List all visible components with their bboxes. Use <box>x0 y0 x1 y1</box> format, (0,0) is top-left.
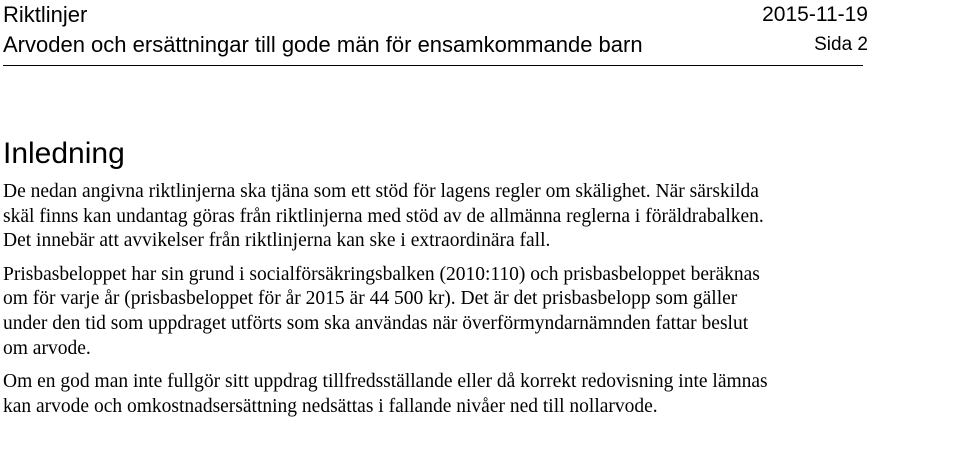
document-body <box>3 180 960 428</box>
paragraph-line: Prisbasbeloppet har sin grund i socialförsäkringsbalken (2010:110) och prisbasbeloppet beräknas <box>3 263 760 285</box>
paragraph-line: om arvode. <box>3 337 91 359</box>
paragraph-line: under den tid som uppdraget utförts som ska användas när överförmyndarnämnden fattar beslut <box>3 313 749 335</box>
document-date: 2015-11-19 <box>762 3 868 26</box>
page-header <box>3 0 643 60</box>
paragraph-3 <box>3 370 960 419</box>
paragraph-1 <box>3 180 960 254</box>
paragraph-line: kan arvode och omkostnadsersättning nedsättas i fallande nivåer ned till nollarvode. <box>3 395 658 417</box>
paragraph-2 <box>3 263 960 362</box>
document-subtitle: Arvoden och ersättningar till gode män för ensamkommande barn <box>3 32 643 57</box>
header-divider <box>3 65 863 66</box>
document-title: Riktlinjer <box>3 2 88 27</box>
paragraph-line: De nedan angivna riktlinjerna ska tjäna som ett stöd för lagens regler om skälighet. När särskilda <box>3 181 759 202</box>
page-number: Sida 2 <box>814 34 868 55</box>
paragraph-line: skäl finns kan undantag göras från riktlinjerna med stöd av de allmänna reglerna i föräldrabalken. <box>3 205 764 227</box>
paragraph-line: Om en god man inte fullgör sitt uppdrag tillfredsställande eller då korrekt redovisning inte lämnas <box>3 370 768 392</box>
paragraph-line: om för varje år (prisbasbeloppet för år 2015 är 44 500 kr). Det är det prisbasbelopp som gäller <box>3 288 738 310</box>
paragraph-line: Det innebär att avvikelser från riktlinjerna kan ske i extraordinära fall. <box>3 230 551 252</box>
section-heading: Inledning <box>3 137 125 170</box>
